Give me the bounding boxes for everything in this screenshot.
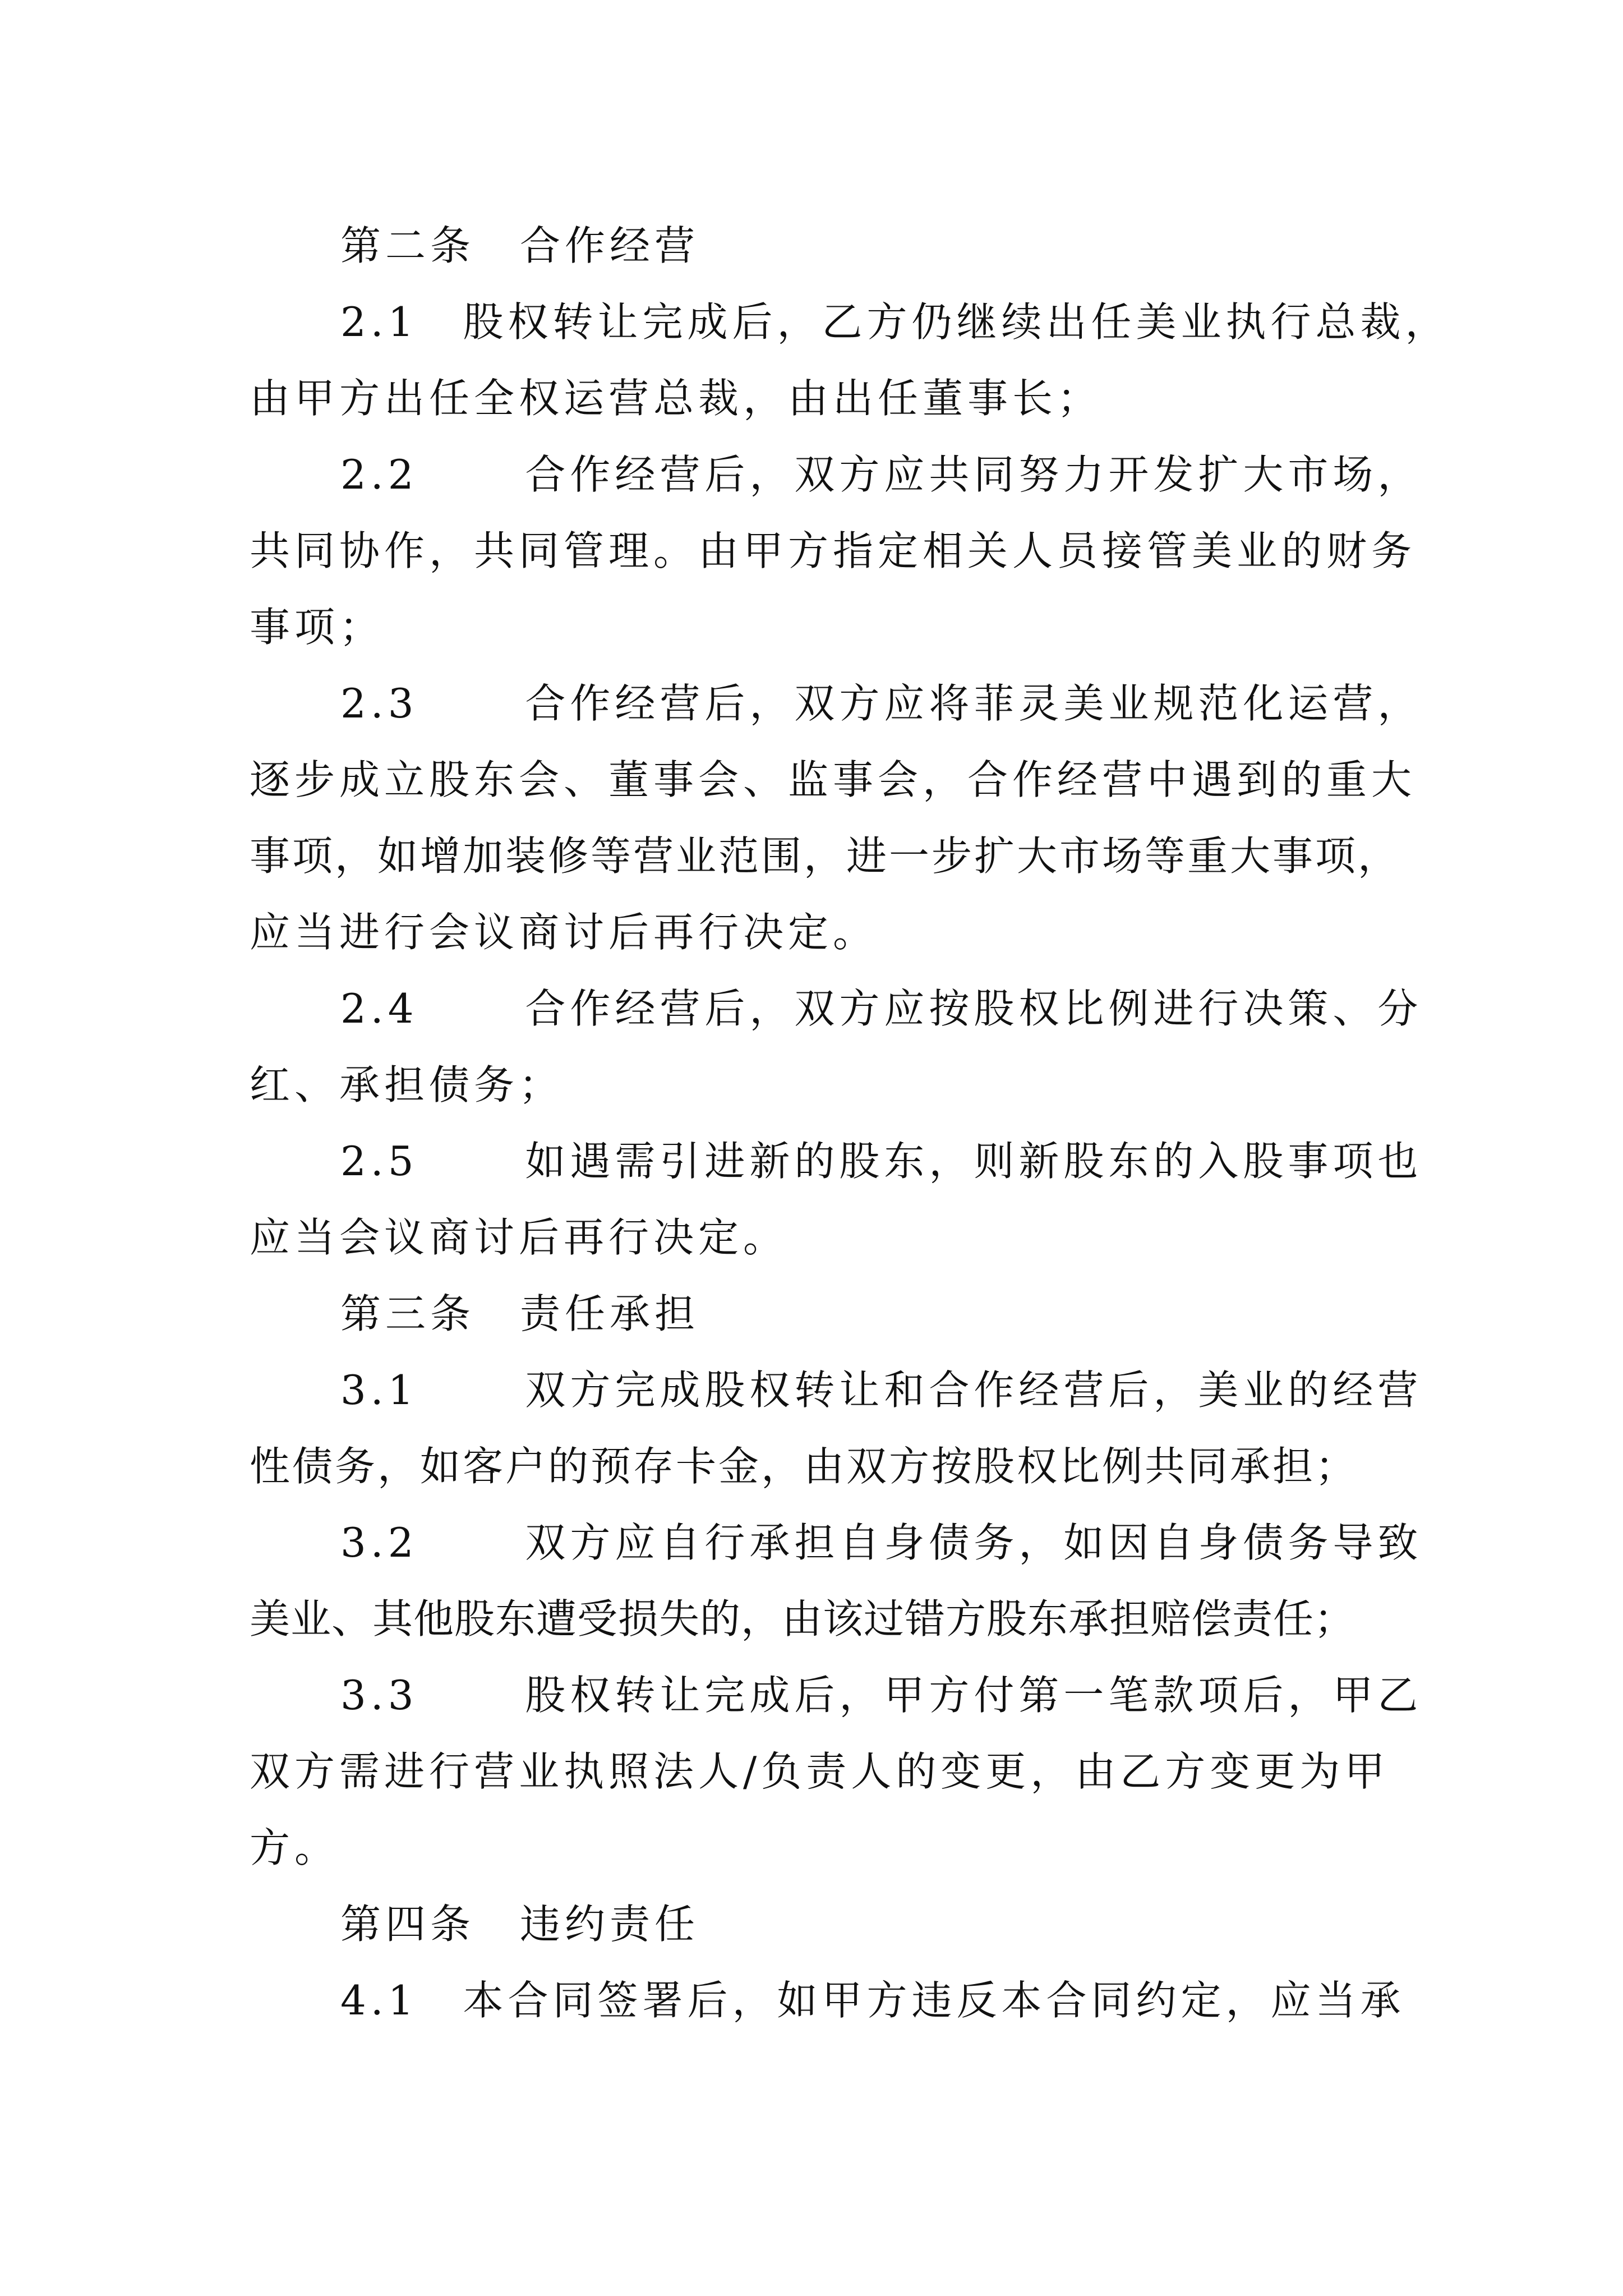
clause-line: 2.4 合作经营后，双方应按股权比例进行决策、分 [340,985,1423,1032]
clause-line: 应当会议商讨后再行决定。 [250,1214,789,1261]
clause-line: 红、承担债务； [250,1061,564,1108]
clause-line: 性债务，如客户的预存卡金，由双方按股权比例共同承担； [250,1443,1358,1490]
article-heading: 第四条 违约责任 [340,1901,700,1948]
clause-line: 共同协作，共同管理。由甲方指定相关人员接管美业的财务 [250,527,1417,574]
clause-line: 美业、其他股东遭受损失的，由该过错方股东承担赔偿责任； [250,1595,1355,1642]
clause-line: 应当进行会议商讨后再行决定。 [250,909,878,956]
clause-line: 事项； [250,604,385,651]
clause-line: 2.5 如遇需引进新的股东，则新股东的入股事项也 [340,1138,1423,1185]
clause-line: 2.3 合作经营后，双方应将菲灵美业规范化运营， [340,680,1423,727]
clause-line: 双方需进行营业执照法人/负责人的变更，由乙方变更为甲 [250,1748,1390,1795]
clause-line: 逐步成立股东会、董事会、监事会，合作经营中遇到的重大 [250,756,1417,803]
clause-line: 事项，如增加装修等营业范围，进一步扩大市场等重大事项， [250,832,1401,880]
clause-line: 3.3 股权转让完成后，甲方付第一笔款项后，甲乙 [340,1672,1423,1719]
clause-line: 2.2 合作经营后，双方应共同努力开发扩大市场， [340,451,1423,498]
clause-line: 3.1 双方完成股权转让和合作经营后，美业的经营 [340,1366,1423,1414]
article-heading: 第二条 合作经营 [340,222,700,269]
clause-line: 由甲方出任全权运营总裁，由出任董事长； [250,375,1103,422]
clause-line: 4.1 本合同签署后，如甲方违反本合同约定，应当承 [340,1977,1405,2024]
article-heading: 第三条 责任承担 [340,1290,700,1337]
clause-line: 3.2 双方应自行承担自身债务，如因自身债务导致 [340,1519,1423,1566]
document-body [250,208,1450,2039]
clause-line: 2.1 股权转让完成后，乙方仍继续出任美业执行总裁， [340,298,1450,346]
clause-line: 方。 [250,1824,340,1871]
